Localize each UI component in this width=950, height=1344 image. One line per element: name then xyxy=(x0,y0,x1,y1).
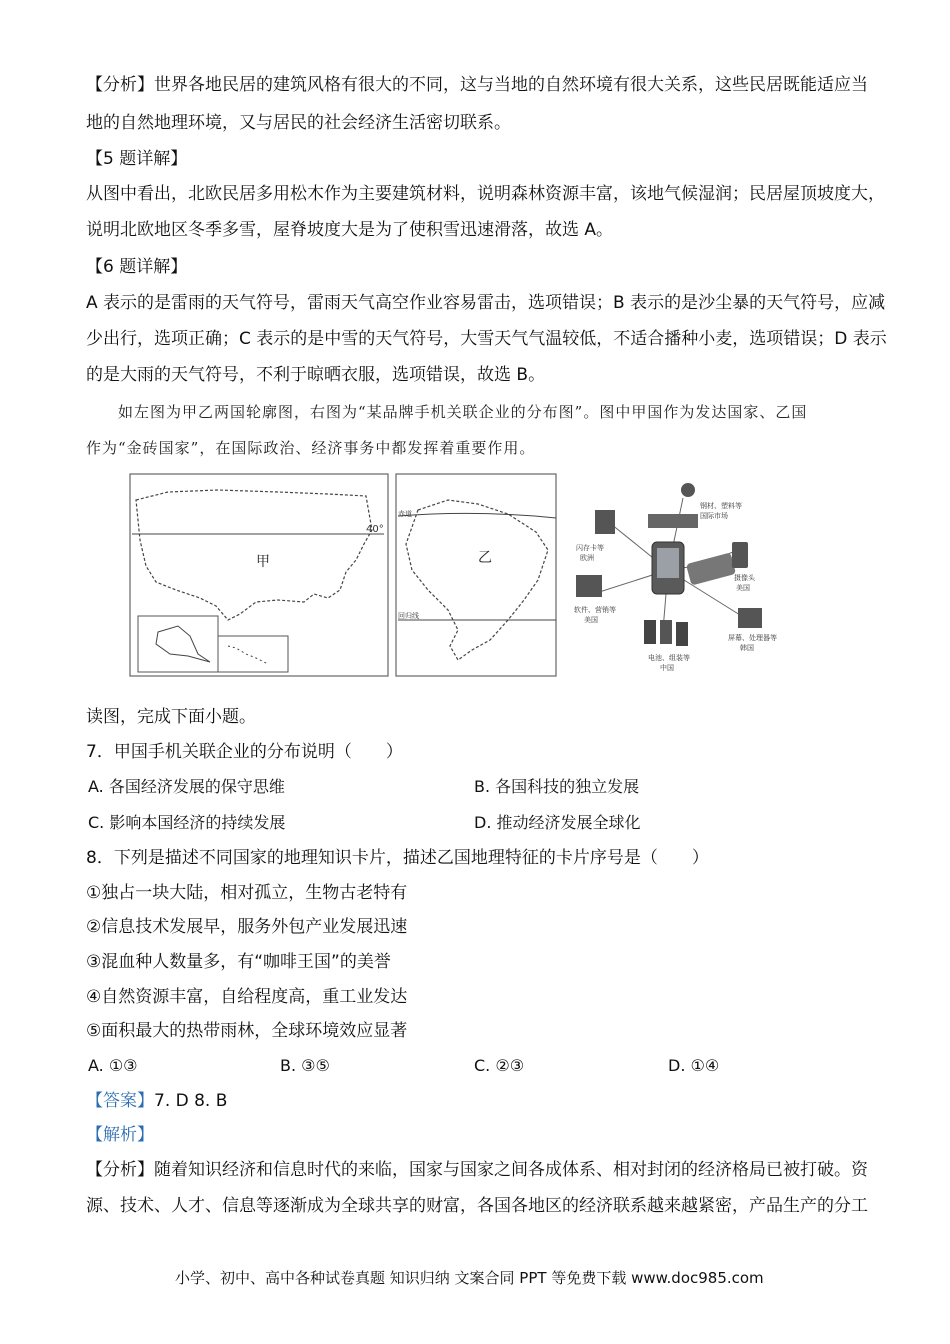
node-label: 中国 xyxy=(660,664,674,672)
intro-line: 作为“金砖国家”，在国际政治、经济事务中都发挥着重要作用。 xyxy=(86,439,536,457)
node-label: 美国 xyxy=(584,616,598,624)
answer-tag: 【答案】 xyxy=(86,1091,154,1111)
node-label: 软件、营销等 xyxy=(574,606,616,614)
analysis-paragraph-line: 地的自然地理环境，又与居民的社会经济生活密切联系。 xyxy=(86,113,511,133)
phone-network-diagram xyxy=(574,483,777,672)
q8-card: ③混血种人数量多，有“咖啡王国”的美誉 xyxy=(86,952,391,972)
node-label: 欧洲 xyxy=(580,554,594,562)
answer-text: 7. D 8. B xyxy=(154,1091,228,1111)
q5-heading: 【5 题详解】 xyxy=(86,149,188,169)
analysis-line: 【分析】随着知识经济和信息时代的来临，国家与国家之间各成体系、相对封闭的经济格局已被打破。资 xyxy=(86,1160,868,1180)
analysis-heading: 【解析】 xyxy=(86,1125,154,1145)
q8-card: ④自然资源丰富，自给程度高，重工业发达 xyxy=(86,987,408,1007)
central-phone-screen xyxy=(657,548,679,578)
q6-detail-line: 的是大雨的天气符号，不利于晾晒衣服，选项错误，故选 B。 xyxy=(86,365,546,385)
map-frame-jia xyxy=(130,474,388,676)
q7-option-d[interactable]: D. 推动经济发展全球化 xyxy=(474,813,641,832)
q8-option-d[interactable]: D. ①④ xyxy=(668,1056,720,1075)
country-label-yi: 乙 xyxy=(478,550,492,566)
screen-device xyxy=(738,608,762,628)
globe-symbol xyxy=(681,483,695,497)
node-label: 韩国 xyxy=(740,644,754,652)
q6-heading: 【6 题详解】 xyxy=(86,257,188,277)
q7-option-b[interactable]: B. 各国科技的独立发展 xyxy=(474,777,640,796)
question-7: 7．甲国手机关联企业的分布说明（ ） xyxy=(86,742,403,762)
q8-card: ⑤面积最大的热带雨林，全球环境效应显著 xyxy=(86,1021,408,1041)
country-label-jia: 甲 xyxy=(256,554,270,570)
equator-label: 赤道 xyxy=(398,510,412,518)
node-label: 美国 xyxy=(736,584,750,592)
battery-device xyxy=(676,622,688,646)
q5-detail-line: 从图中看出，北欧民居多用松木作为主要建筑材料，说明森林资源丰富，该地气候湿润；民居屋顶坡度大， xyxy=(86,184,885,204)
figure-svg xyxy=(128,470,828,682)
node-label: 钢材、塑料等 xyxy=(700,502,742,510)
node-label: 屏幕、处理器等 xyxy=(728,634,777,642)
latitude-40-label: 40° xyxy=(366,524,384,535)
node-label: 摄像头 xyxy=(734,574,755,582)
tropic-label: 回归线 xyxy=(398,612,419,620)
q8-card: ①独占一块大陆，相对孤立，生物古老特有 xyxy=(86,883,408,903)
footer-text: 小学、初中、高中各种试卷真题 知识归纳 文案合同 PPT 等免费下载 www.doc985.com xyxy=(175,1269,764,1287)
q8-option-b[interactable]: B. ③⑤ xyxy=(280,1056,330,1075)
q6-detail-line: A 表示的是雷雨的天气符号，雷雨天气高空作业容易雷击，选项错误；B 表示的是沙尘暴的天气符号，应减 xyxy=(86,293,886,313)
q8-option-a[interactable]: A. ①③ xyxy=(88,1056,138,1075)
battery-device xyxy=(644,620,656,644)
node-label: 国际市场 xyxy=(700,512,728,520)
node-label: 闪存卡等 xyxy=(576,544,604,552)
figure-maps-and-phone-network xyxy=(128,470,828,682)
intro-line: 如左图为甲乙两国轮廓图，右图为“某品牌手机关联企业的分布图”。图中甲国作为发达国家、乙国 xyxy=(118,403,808,421)
q7-option-a[interactable]: A. 各国经济发展的保守思维 xyxy=(88,777,285,796)
analysis-paragraph-line: 【分析】世界各地民居的建筑风格有很大的不同，这与当地的自然环境有很大关系，这些民居既能适应当 xyxy=(86,75,868,95)
read-instruction: 读图，完成下面小题。 xyxy=(86,707,256,727)
analysis-line: 源、技术、人才、信息等逐渐成为全球共享的财富，各国各地区的经济联系越来越紧密，产品生产的分工 xyxy=(86,1196,868,1216)
q8-card: ②信息技术发展早，服务外包产业发展迅速 xyxy=(86,917,408,937)
map-frame-yi xyxy=(396,474,556,676)
memory-card-device xyxy=(595,510,615,534)
camera-device xyxy=(686,552,736,585)
answer-row xyxy=(86,1090,227,1112)
node-label: 电池、组装等 xyxy=(648,654,690,662)
q5-detail-line: 说明北欧地区冬季多雪，屋脊坡度大是为了使积雪迅速滑落，故选 A。 xyxy=(86,220,614,240)
q7-option-c[interactable]: C. 影响本国经济的持续发展 xyxy=(88,813,286,832)
material-block xyxy=(648,514,698,528)
battery-device xyxy=(660,620,672,644)
question-8: 8．下列是描述不同国家的地理知识卡片，描述乙国地理特征的卡片序号是（ ） xyxy=(86,848,709,868)
camera-phone-device xyxy=(732,542,748,568)
computer-device xyxy=(576,575,602,597)
q6-detail-line: 少出行，选项正确；C 表示的是中雪的天气符号，大雪天气气温较低，不适合播种小麦，选项错误；D 表示 xyxy=(86,329,887,349)
q8-option-c[interactable]: C. ②③ xyxy=(474,1056,525,1075)
